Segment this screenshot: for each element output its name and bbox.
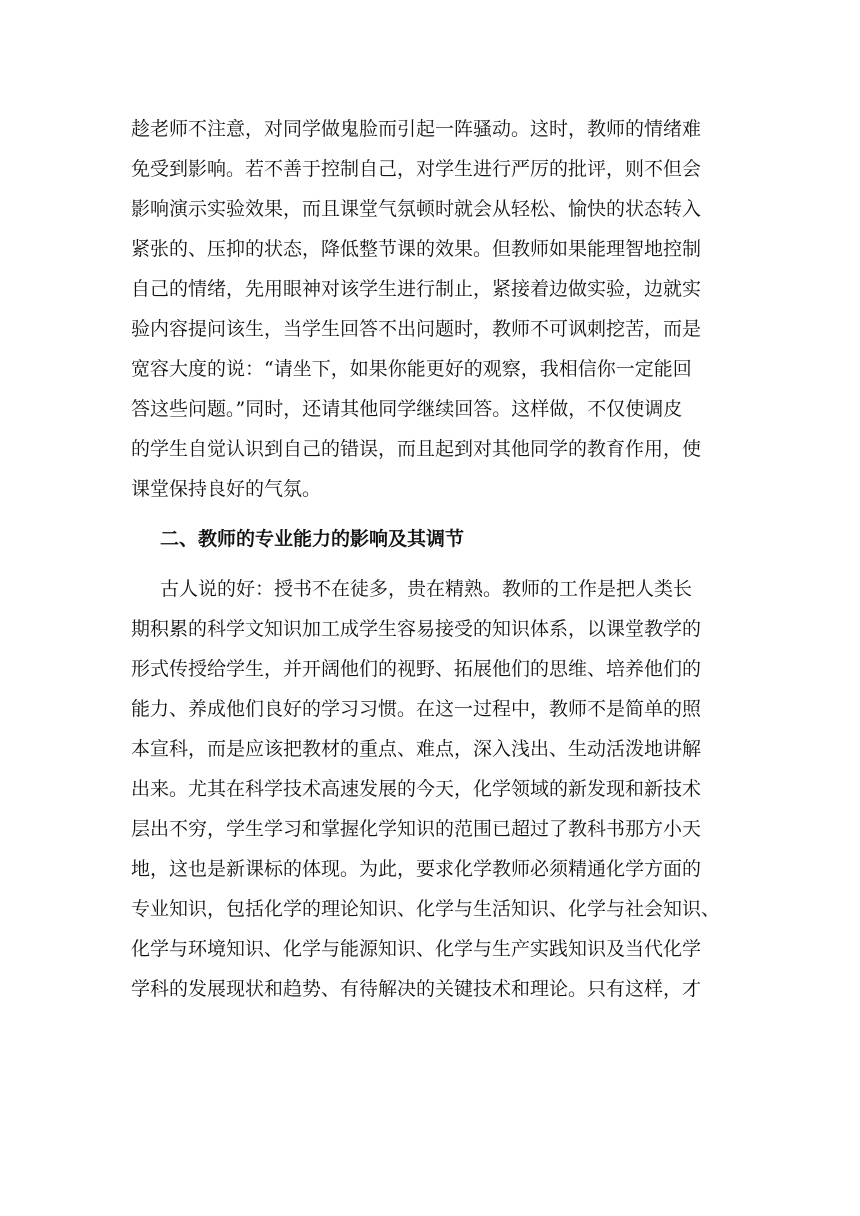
paragraph-line: 层出不穷，学生学习和掌握化学知识的范围已超过了教科书那方小天 (131, 818, 702, 840)
paragraph-line: 免受到影响。若不善于控制自己，对学生进行严厉的批评，则不但会 (131, 158, 702, 180)
paragraph-line: 验内容提问该生，当学生回答不出问题时，教师不可讽刺挖苦，而是 (131, 318, 702, 340)
paragraph-line: 地，这也是新课标的体现。为此，要求化学教师必须精通化学方面的 (131, 858, 702, 880)
paragraph-line: 自己的情绪，先用眼神对该学生进行制止，紧接着边做实验，边就实 (131, 278, 702, 300)
paragraph-line: 期积累的科学文知识加工成学生容易接受的知识体系，以课堂教学的 (131, 618, 702, 640)
paragraph-line: 本宣科，而是应该把教材的重点、难点，深入浅出、生动活泼地讲解 (131, 738, 702, 760)
paragraph-line: 影响演示实验效果，而且课堂气氛顿时就会从轻松、愉快的状态转入 (131, 198, 702, 220)
paragraph-line: 形式传授给学生，并开阔他们的视野、拓展他们的思维、培养他们的 (131, 658, 702, 680)
paragraph-line: 宽容大度的说：“请坐下，如果你能更好的观察，我相信你一定能回 (131, 358, 692, 380)
paragraph-line: 答这些问题。”同时，还请其他同学继续回答。这样做，不仅使调皮 (131, 398, 683, 420)
paragraph-line: 专业知识，包括化学的理论知识、化学与生活知识、化学与社会知识、 (131, 898, 721, 920)
section-heading: 二、教师的专业能力的影响及其调节 (160, 528, 465, 550)
paragraph-line: 紧张的、压抑的状态，降低整节课的效果。但教师如果能理智地控制 (131, 238, 702, 260)
paragraph-line: 趁老师不注意，对同学做鬼脸而引起一阵骚动。这时，教师的情绪难 (131, 118, 702, 140)
paragraph-line: 学科的发展现状和趋势、有待解决的关键技术和理论。只有这样，才 (131, 978, 702, 1000)
paragraph-line: 化学与环境知识、化学与能源知识、化学与生产实践知识及当代化学 (131, 938, 702, 960)
paragraph-line: 出来。尤其在科学技术高速发展的今天，化学领域的新发现和新技术 (131, 778, 702, 800)
paragraph-line: 古人说的好：授书不在徒多，贵在精熟。教师的工作是把人类长 (160, 578, 693, 600)
paragraph-line: 课堂保持良好的气氛。 (131, 478, 322, 500)
paragraph-line: 的学生自觉认识到自己的错误，而且起到对其他同学的教育作用，使 (131, 438, 702, 460)
paragraph-line: 能力、养成他们良好的学习习惯。在这一过程中，教师不是简单的照 (131, 698, 702, 720)
